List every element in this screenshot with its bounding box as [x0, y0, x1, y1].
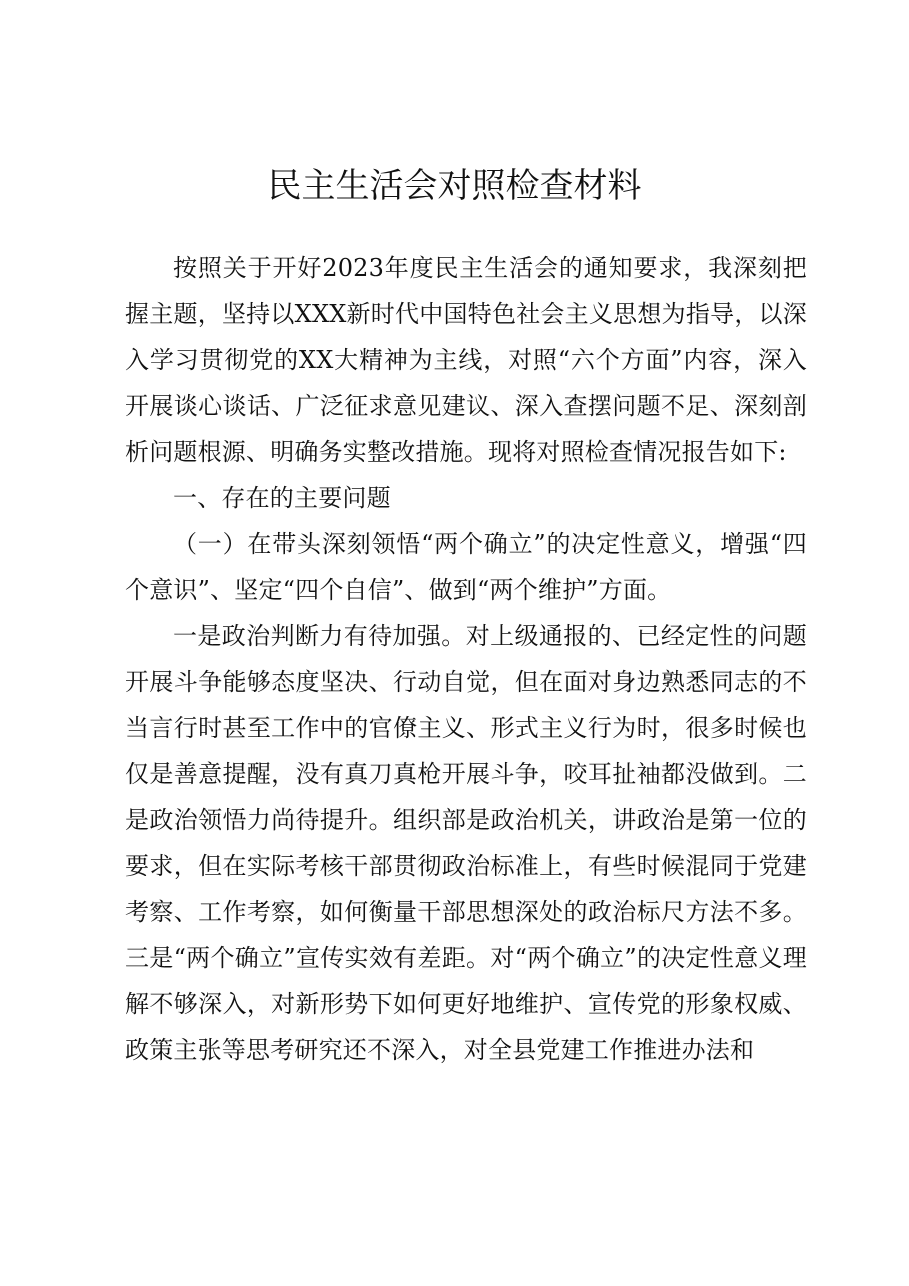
document-title: 民主生活会对照检查材料: [267, 166, 642, 206]
document-body: [125, 245, 807, 1073]
section-heading-1: 一、存在的主要问题: [173, 484, 391, 512]
intro-paragraph: 按照关于开好2023年度民主生活会的通知要求，我深刻把握主题，坚持以XXX新时代中国特色社会主义思想为指导，以深入学习贯彻党的XX大精神为主线，对照“六个方面”内容，深入开展谈心谈话、广泛征求意见建议、深入查摆问题不足、深刻剖析问题根源、明确务实整改措施。现将对照检查情况报告如下:: [125, 254, 807, 466]
subsection-heading-1: （一）在带头深刻领悟“两个确立”的决定性意义，增强“四个意识”、坚定“四个自信”、做到“两个维护”方面。: [125, 530, 807, 604]
body-paragraph-1: 一是政治判断力有待加强。对上级通报的、已经定性的问题开展斗争能够态度坚决、行动自觉，但在面对身边熟悉同志的不当言行时甚至工作中的官僚主义、形式主义行为时，很多时候也仅是善意提醒，没有真刀真枪开展斗争，咬耳扯袖都没做到。二是政治领悟力尚待提升。组织部是政治机关，讲政治是第一位的要求，但在实际考核干部贯彻政治标准上，有些时候混同于党建考察、工作考察，如何衡量干部思想深处的政治标尺方法不多。三是“两个确立”宣传实效有差距。对“两个确立”的决定性意义理解不够深入，对新形势下如何更好地维护、宣传党的形象权威、政策主张等思考研究还不深入，对全县党建工作推进办法和: [125, 622, 807, 1064]
